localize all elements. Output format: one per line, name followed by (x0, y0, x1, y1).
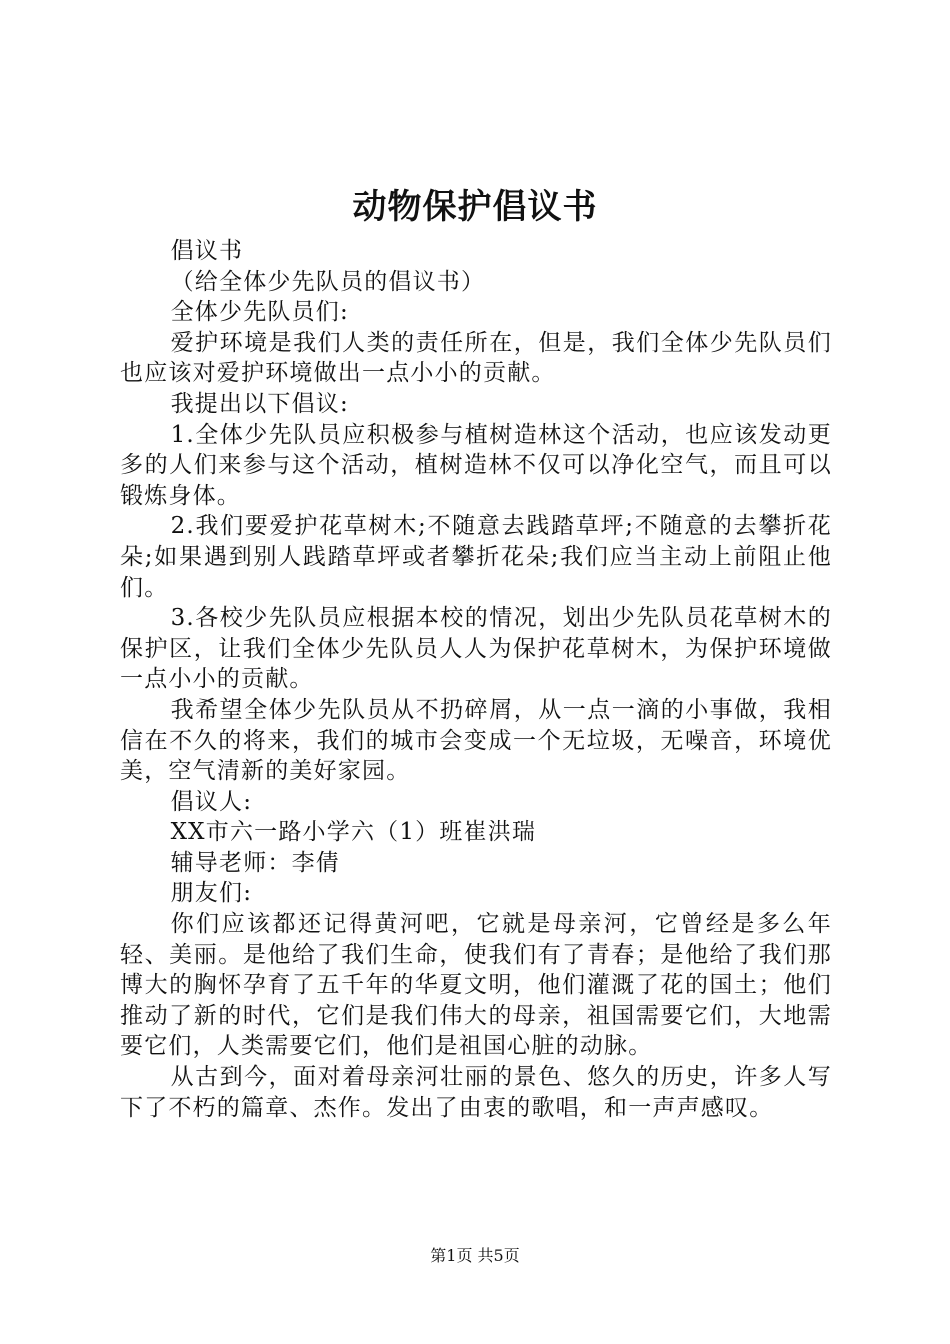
paragraph: 倡议人: (170, 788, 253, 815)
paragraph: （给全体少先队员的倡议书） (170, 268, 486, 295)
paragraph: 我希望全体少先队员从不扔碎屑，从一点一滴的小事做，我相信在不久的将来，我们的城市会变成一个无垃圾，无噪音，环境优美，空气清新的美好家园。 (120, 696, 832, 785)
paragraph: 朋友们: (170, 880, 253, 907)
paragraph: 辅导老师：李倩 (170, 849, 340, 876)
paragraph: 你们应该都还记得黄河吧，它就是母亲河，它曾经是多么年轻、美丽。是他给了我们生命，使我们有了青春；是他给了我们那博大的胸怀孕育了五千年的华夏文明，他们灌溉了花的国土；他们推动了新的时代，它们是我们伟大的母亲，祖国需要它们，大地需要它们，人类需要它们，他们是祖国心脏的动脉。 (120, 911, 832, 1060)
paragraph: 3.各校少先队员应根据本校的情况，划出少先队员花草树木的保护区，让我们全体少先队员人人为保护花草树木，为保护环境做一点小小的贡献。 (120, 605, 832, 693)
paragraph: 1.全体少先队员应积极参与植树造林这个活动，也应该发动更多的人们来参与这个活动，植树造林不仅可以净化空气，而且可以锻炼身体。 (120, 421, 832, 509)
paragraph: 全体少先队员们: (170, 299, 349, 326)
paragraph: XX市六一路小学六（1）班崔洪瑞 (170, 819, 537, 846)
paragraph: 爱护环境是我们人类的责任所在，但是，我们全体少先队员们也应该对爱护环境做出一点小小的贡献。 (120, 329, 832, 387)
page-number-footer: 第1页 共5页 (430, 1246, 520, 1265)
paragraph: 倡议书 (170, 238, 244, 264)
document-body (120, 236, 832, 1123)
paragraph: 2.我们要爱护花草树木;不随意去践踏草坪;不随意的去攀折花朵;如果遇到别人践踏草坪或者攀折花朵;我们应当主动上前阻止他们。 (120, 513, 832, 601)
paragraph: 从古到今，面对着母亲河壮丽的景色、悠久的历史，许多人写下了不朽的篇章、杰作。发出了由衷的歌唱，和一声声感叹。 (120, 1064, 832, 1121)
document-title: 动物保护倡议书 (352, 187, 598, 227)
paragraph: 我提出以下倡议: (170, 390, 349, 417)
